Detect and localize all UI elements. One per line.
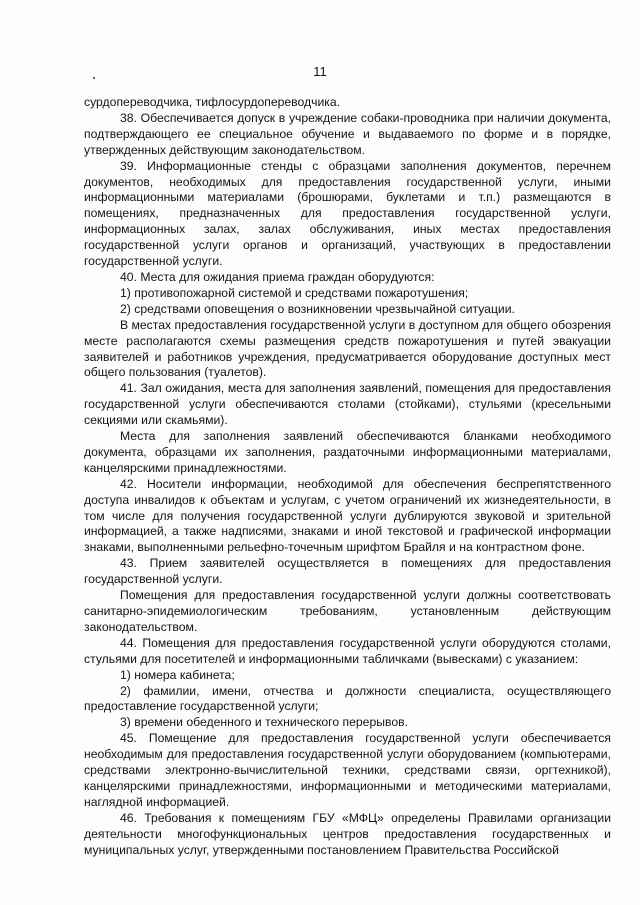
paragraph: 3) времени обеденного и технического перерывов. bbox=[120, 715, 408, 730]
paragraph: Места для заполнения заявлений обеспечиваются бланками необходимого документа, образцами их заполнения, раздаточными информационными материалами, канцелярскими принадлежностями. bbox=[84, 429, 611, 475]
page-number: 11 bbox=[313, 64, 327, 79]
paragraph: 2) фамилии, имени, отчества и должности специалиста, осуществляющего предоставление государственной услуги; bbox=[84, 683, 611, 714]
paragraph: Помещения для предоставления государственной услуги должны соответствовать санитарно-эпидемиологическим требованиям, установленным действующим законодательством. bbox=[84, 588, 611, 634]
paragraph: 46. Требования к помещениям ГБУ «МФЦ» определены Правилами организации деятельности многофункциональных центров предоставления государственных и муниципальных услуг, утвержденными постановлением Правительства Российской bbox=[84, 810, 611, 857]
paragraph: В местах предоставления государственной услуги в доступном для общего обозрения месте располагаются схемы размещения средств пожаротушения и путей эвакуации заявителей и работников учреждения, предусматривается оборудование доступных мест общего пользования (туалетов). bbox=[84, 317, 611, 380]
paragraph: 44. Помещения для предоставления государственной услуги оборудуются столами, стульями для посетителей и информационными табличками (вывесками) с указанием: bbox=[84, 635, 611, 666]
paragraph: 40. Места для ожидания приема граждан оборудуются: bbox=[120, 269, 435, 284]
paragraph: 1) номера кабинета; bbox=[120, 667, 235, 682]
paragraph: 1) противопожарной системой и средствами пожаротушения; bbox=[120, 285, 469, 300]
paragraph: 45. Помещение для предоставления государственной услуги обеспечивается необходимым для предоставления государственной услуги оборудованием (компьютерами, средствами электронно-вычислительной техники, средствами связи, оргтехникой), канцелярскими принадлежностями, информационными и методическими материалами, наглядной информацией. bbox=[84, 731, 611, 809]
paragraph: 39. Информационные стенды с образцами заполнения документов, перечнем документов, необходимых для предоставления государственной услуги, иными информационными материалами (брошюрами, буклетами и т.п.) размещаются в помещениях, предназначенных для предоставления государственной услуги, информационных залах, залах обслуживания, иных местах предоставления государственной услуги органов и организаций, участвующих в предоставлении государственной услуги. bbox=[84, 158, 611, 269]
paragraph: 41. Зал ожидания, места для заполнения заявлений, помещения для предоставления государственной услуги обеспечиваются столами (стойками), стульями (кресельными секциями или скамьями). bbox=[84, 381, 611, 428]
document-body bbox=[84, 95, 611, 859]
paragraph: сурдопереводчика, тифлосурдопереводчика. bbox=[84, 95, 341, 109]
paragraph: 42. Носители информации, необходимой для обеспечения беспрепятственного доступа инвалидов к объектам и услугам, с учетом ограничений их жизнедеятельности, в том числе для получения государственной услуги дублируются звуковой и зрительной информацией, а также надписями, знаками и иной текстовой и графической информации знаками, выполненными рельефно-точечным шрифтом Брайля и на контрастном фоне. bbox=[84, 476, 611, 555]
paragraph: 38. Обеспечивается допуск в учреждение собаки-проводника при наличии документа, подтверждающего ее специальное обучение и выдаваемого по форме и в порядке, утвержденных действующим законодательством. bbox=[84, 110, 611, 157]
paragraph: 2) средствами оповещения о возникновении чрезвычайной ситуации. bbox=[120, 301, 515, 316]
paragraph: 43. Прием заявителей осуществляется в помещениях для предоставления государственной услуги. bbox=[84, 556, 611, 587]
